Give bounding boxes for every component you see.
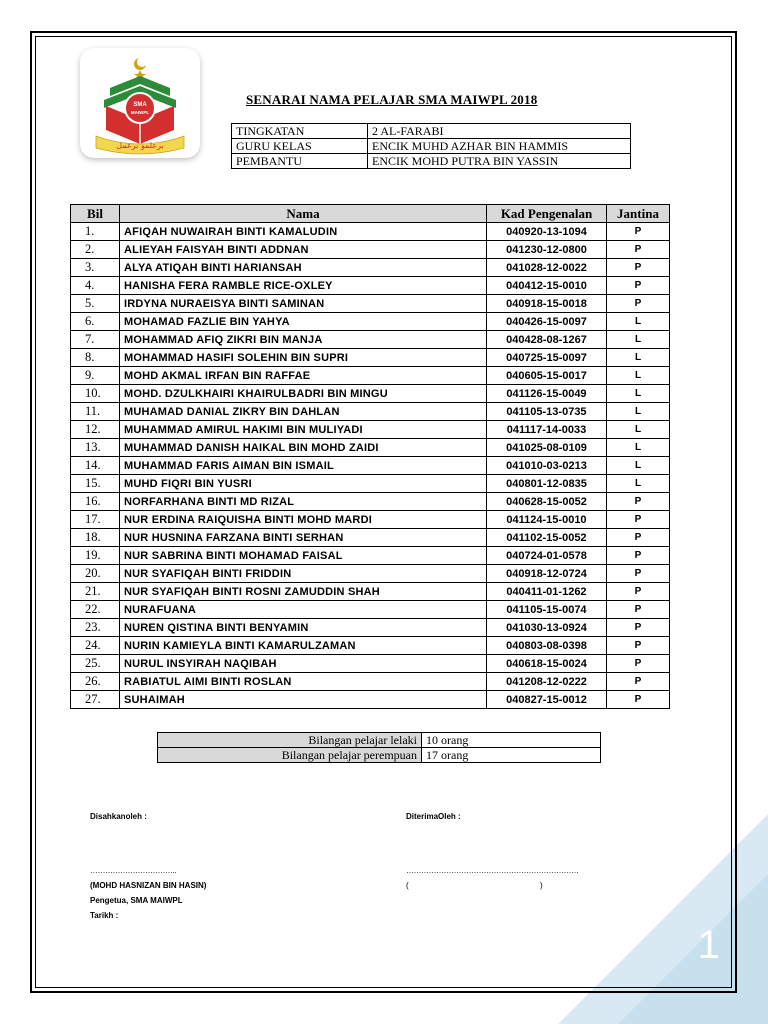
date-label: Tarikh : <box>90 911 119 920</box>
gender: P <box>607 619 670 637</box>
row-number: 13. <box>71 439 120 457</box>
student-name: NUREN QISTINA BINTI BENYAMIN <box>120 619 487 637</box>
gender: L <box>607 457 670 475</box>
row-number: 24. <box>71 637 120 655</box>
ic-number: 041124-15-0010 <box>487 511 607 529</box>
summary-table <box>157 732 601 763</box>
gender: P <box>607 241 670 259</box>
student-name: NUR SYAFIQAH BINTI ROSNI ZAMUDDIN SHAH <box>120 583 487 601</box>
table-row <box>71 223 670 241</box>
table-row <box>71 511 670 529</box>
table-row <box>71 331 670 349</box>
student-name: MOHAMMAD HASIFI SOLEHIN BIN SUPRI <box>120 349 487 367</box>
row-number: 22. <box>71 601 120 619</box>
row-number: 9. <box>71 367 120 385</box>
header-bil: Bil <box>71 205 120 223</box>
gender: L <box>607 367 670 385</box>
ic-number: 040428-08-1267 <box>487 331 607 349</box>
table-row <box>71 601 670 619</box>
ic-number: 041117-14-0033 <box>487 421 607 439</box>
student-name: MUHD FIQRI BIN YUSRI <box>120 475 487 493</box>
info-value: ENCIK MUHD AZHAR BIN HAMMIS <box>368 139 631 154</box>
table-row <box>71 277 670 295</box>
summary-row <box>158 733 601 748</box>
ic-number: 040412-15-0010 <box>487 277 607 295</box>
left-signature-line: …………………………….. <box>90 866 176 875</box>
gender: L <box>607 313 670 331</box>
ic-number: 041102-15-0052 <box>487 529 607 547</box>
student-name: SUHAIMAH <box>120 691 487 709</box>
ic-number: 040628-15-0052 <box>487 493 607 511</box>
gender: P <box>607 529 670 547</box>
summary-value: 10 orang <box>422 733 601 748</box>
student-name: NUR SYAFIQAH BINTI FRIDDIN <box>120 565 487 583</box>
summary-value: 17 orang <box>422 748 601 763</box>
ic-number: 040426-15-0097 <box>487 313 607 331</box>
received-by-heading: DiterimaOleh : <box>406 812 461 821</box>
row-number: 20. <box>71 565 120 583</box>
gender: P <box>607 691 670 709</box>
gender: P <box>607 511 670 529</box>
gender: P <box>607 277 670 295</box>
student-name: NUR SABRINA BINTI MOHAMAD FAISAL <box>120 547 487 565</box>
row-number: 7. <box>71 331 120 349</box>
row-number: 19. <box>71 547 120 565</box>
table-row <box>71 529 670 547</box>
row-number: 5. <box>71 295 120 313</box>
row-number: 26. <box>71 673 120 691</box>
gender: L <box>607 385 670 403</box>
table-row <box>71 295 670 313</box>
info-label: PEMBANTU <box>232 154 368 169</box>
right-paren-close: ) <box>540 881 543 890</box>
gender: P <box>607 601 670 619</box>
table-row <box>71 547 670 565</box>
row-number: 15. <box>71 475 120 493</box>
student-name: NUR HUSNINA FARZANA BINTI SERHAN <box>120 529 487 547</box>
table-row <box>71 403 670 421</box>
table-row <box>71 691 670 709</box>
principal-title: Pengetua, SMA MAIWPL <box>90 896 183 905</box>
row-number: 3. <box>71 259 120 277</box>
gender: L <box>607 403 670 421</box>
document-title: SENARAI NAMA PELAJAR SMA MAIWPL 2018 <box>246 92 538 107</box>
ic-number: 040918-15-0018 <box>487 295 607 313</box>
table-row <box>71 637 670 655</box>
gender: L <box>607 439 670 457</box>
row-number: 17. <box>71 511 120 529</box>
info-value: 2 AL-FARABI <box>368 124 631 139</box>
ic-number: 041010-03-0213 <box>487 457 607 475</box>
table-row <box>71 313 670 331</box>
table-row <box>71 493 670 511</box>
gender: P <box>607 259 670 277</box>
page-number: 1 <box>697 923 720 967</box>
ic-number: 041030-13-0924 <box>487 619 607 637</box>
ic-number: 041208-12-0222 <box>487 673 607 691</box>
student-name: NURAFUANA <box>120 601 487 619</box>
row-number: 23. <box>71 619 120 637</box>
student-name: MUHAMAD DANIAL ZIKRY BIN DAHLAN <box>120 403 487 421</box>
student-name: MUHAMMAD FARIS AIMAN BIN ISMAIL <box>120 457 487 475</box>
summary-label: Bilangan pelajar perempuan <box>158 748 422 763</box>
row-number: 11. <box>71 403 120 421</box>
right-signature-line: …………………………………………………………… <box>406 866 579 875</box>
student-name: MOHAMAD FAZLIE BIN YAHYA <box>120 313 487 331</box>
ic-number: 040618-15-0024 <box>487 655 607 673</box>
table-row <box>71 439 670 457</box>
school-logo <box>80 48 200 158</box>
row-number: 14. <box>71 457 120 475</box>
row-number: 1. <box>71 223 120 241</box>
student-name: MOHD. DZULKHAIRI KHAIRULBADRI BIN MINGU <box>120 385 487 403</box>
student-name: NURIN KAMIEYLA BINTI KAMARULZAMAN <box>120 637 487 655</box>
ic-number: 040801-12-0835 <box>487 475 607 493</box>
table-row <box>71 673 670 691</box>
row-number: 27. <box>71 691 120 709</box>
table-row <box>71 349 670 367</box>
class-info-table <box>231 123 631 169</box>
gender: P <box>607 637 670 655</box>
row-number: 6. <box>71 313 120 331</box>
student-name: RABIATUL AIMI BINTI ROSLAN <box>120 673 487 691</box>
summary-row <box>158 748 601 763</box>
gender: P <box>607 547 670 565</box>
student-name: AFIQAH NUWAIRAH BINTI KAMALUDIN <box>120 223 487 241</box>
gender: L <box>607 475 670 493</box>
row-number: 10. <box>71 385 120 403</box>
student-name: MOHAMMAD AFIQ ZIKRI BIN MANJA <box>120 331 487 349</box>
info-label: GURU KELAS <box>232 139 368 154</box>
summary-label: Bilangan pelajar lelaki <box>158 733 422 748</box>
student-name: NURUL INSYIRAH NAQIBAH <box>120 655 487 673</box>
header-kad: Kad Pengenalan <box>487 205 607 223</box>
info-value: ENCIK MOHD PUTRA BIN YASSIN <box>368 154 631 169</box>
student-name: ALYA ATIQAH BINTI HARIANSAH <box>120 259 487 277</box>
logo-text-bottom: MAIWPL <box>130 110 150 115</box>
table-row <box>71 421 670 439</box>
table-row <box>71 583 670 601</box>
ic-number: 041230-12-0800 <box>487 241 607 259</box>
approved-by-heading: Disahkanoleh : <box>90 812 147 821</box>
table-header-row <box>71 205 670 223</box>
info-label: TINGKATAN <box>232 124 368 139</box>
ic-number: 040724-01-0578 <box>487 547 607 565</box>
gender: P <box>607 565 670 583</box>
row-number: 4. <box>71 277 120 295</box>
row-number: 8. <box>71 349 120 367</box>
gender: P <box>607 583 670 601</box>
ic-number: 041025-08-0109 <box>487 439 607 457</box>
gender: P <box>607 673 670 691</box>
table-row <box>71 385 670 403</box>
gender: L <box>607 331 670 349</box>
ic-number: 041105-13-0735 <box>487 403 607 421</box>
table-row <box>71 565 670 583</box>
table-row <box>71 475 670 493</box>
row-number: 16. <box>71 493 120 511</box>
student-name: MUHAMMAD DANISH HAIKAL BIN MOHD ZAIDI <box>120 439 487 457</box>
ic-number: 040411-01-1262 <box>487 583 607 601</box>
student-name: MOHD AKMAL IRFAN BIN RAFFAE <box>120 367 487 385</box>
table-row <box>71 619 670 637</box>
gender: P <box>607 223 670 241</box>
ic-number: 041028-12-0022 <box>487 259 607 277</box>
ic-number: 040827-15-0012 <box>487 691 607 709</box>
row-number: 21. <box>71 583 120 601</box>
ic-number: 041105-15-0074 <box>487 601 607 619</box>
student-name: ALIEYAH FAISYAH BINTI ADDNAN <box>120 241 487 259</box>
student-name: HANISHA FERA RAMBLE RICE-OXLEY <box>120 277 487 295</box>
table-row <box>71 457 670 475</box>
table-row <box>71 259 670 277</box>
header-nama: Nama <box>120 205 487 223</box>
logo-text-top: SMA <box>133 102 147 108</box>
student-name: MUHAMMAD AMIRUL HAKIMI BIN MULIYADI <box>120 421 487 439</box>
ic-number: 040725-15-0097 <box>487 349 607 367</box>
ic-number: 040920-13-1094 <box>487 223 607 241</box>
gender: P <box>607 295 670 313</box>
ic-number: 040605-15-0017 <box>487 367 607 385</box>
table-row <box>71 367 670 385</box>
student-name: IRDYNA NURAEISYA BINTI SAMINAN <box>120 295 487 313</box>
student-table <box>70 204 670 709</box>
gender: P <box>607 655 670 673</box>
header-jantina: Jantina <box>607 205 670 223</box>
table-row <box>71 655 670 673</box>
table-row <box>71 241 670 259</box>
info-row <box>232 154 631 169</box>
row-number: 18. <box>71 529 120 547</box>
ic-number: 040803-08-0398 <box>487 637 607 655</box>
row-number: 25. <box>71 655 120 673</box>
principal-name: (MOHD HASNIZAN BIN HASIN) <box>90 881 207 890</box>
gender: P <box>607 493 670 511</box>
logo-arabic-banner: برعلمو برعمل <box>116 141 164 150</box>
info-row <box>232 124 631 139</box>
row-number: 2. <box>71 241 120 259</box>
right-paren-open: ( <box>406 881 409 890</box>
info-row <box>232 139 631 154</box>
ic-number: 041126-15-0049 <box>487 385 607 403</box>
gender: L <box>607 349 670 367</box>
row-number: 12. <box>71 421 120 439</box>
student-name: NUR ERDINA RAIQUISHA BINTI MOHD MARDI <box>120 511 487 529</box>
student-name: NORFARHANA BINTI MD RIZAL <box>120 493 487 511</box>
ic-number: 040918-12-0724 <box>487 565 607 583</box>
gender: L <box>607 421 670 439</box>
